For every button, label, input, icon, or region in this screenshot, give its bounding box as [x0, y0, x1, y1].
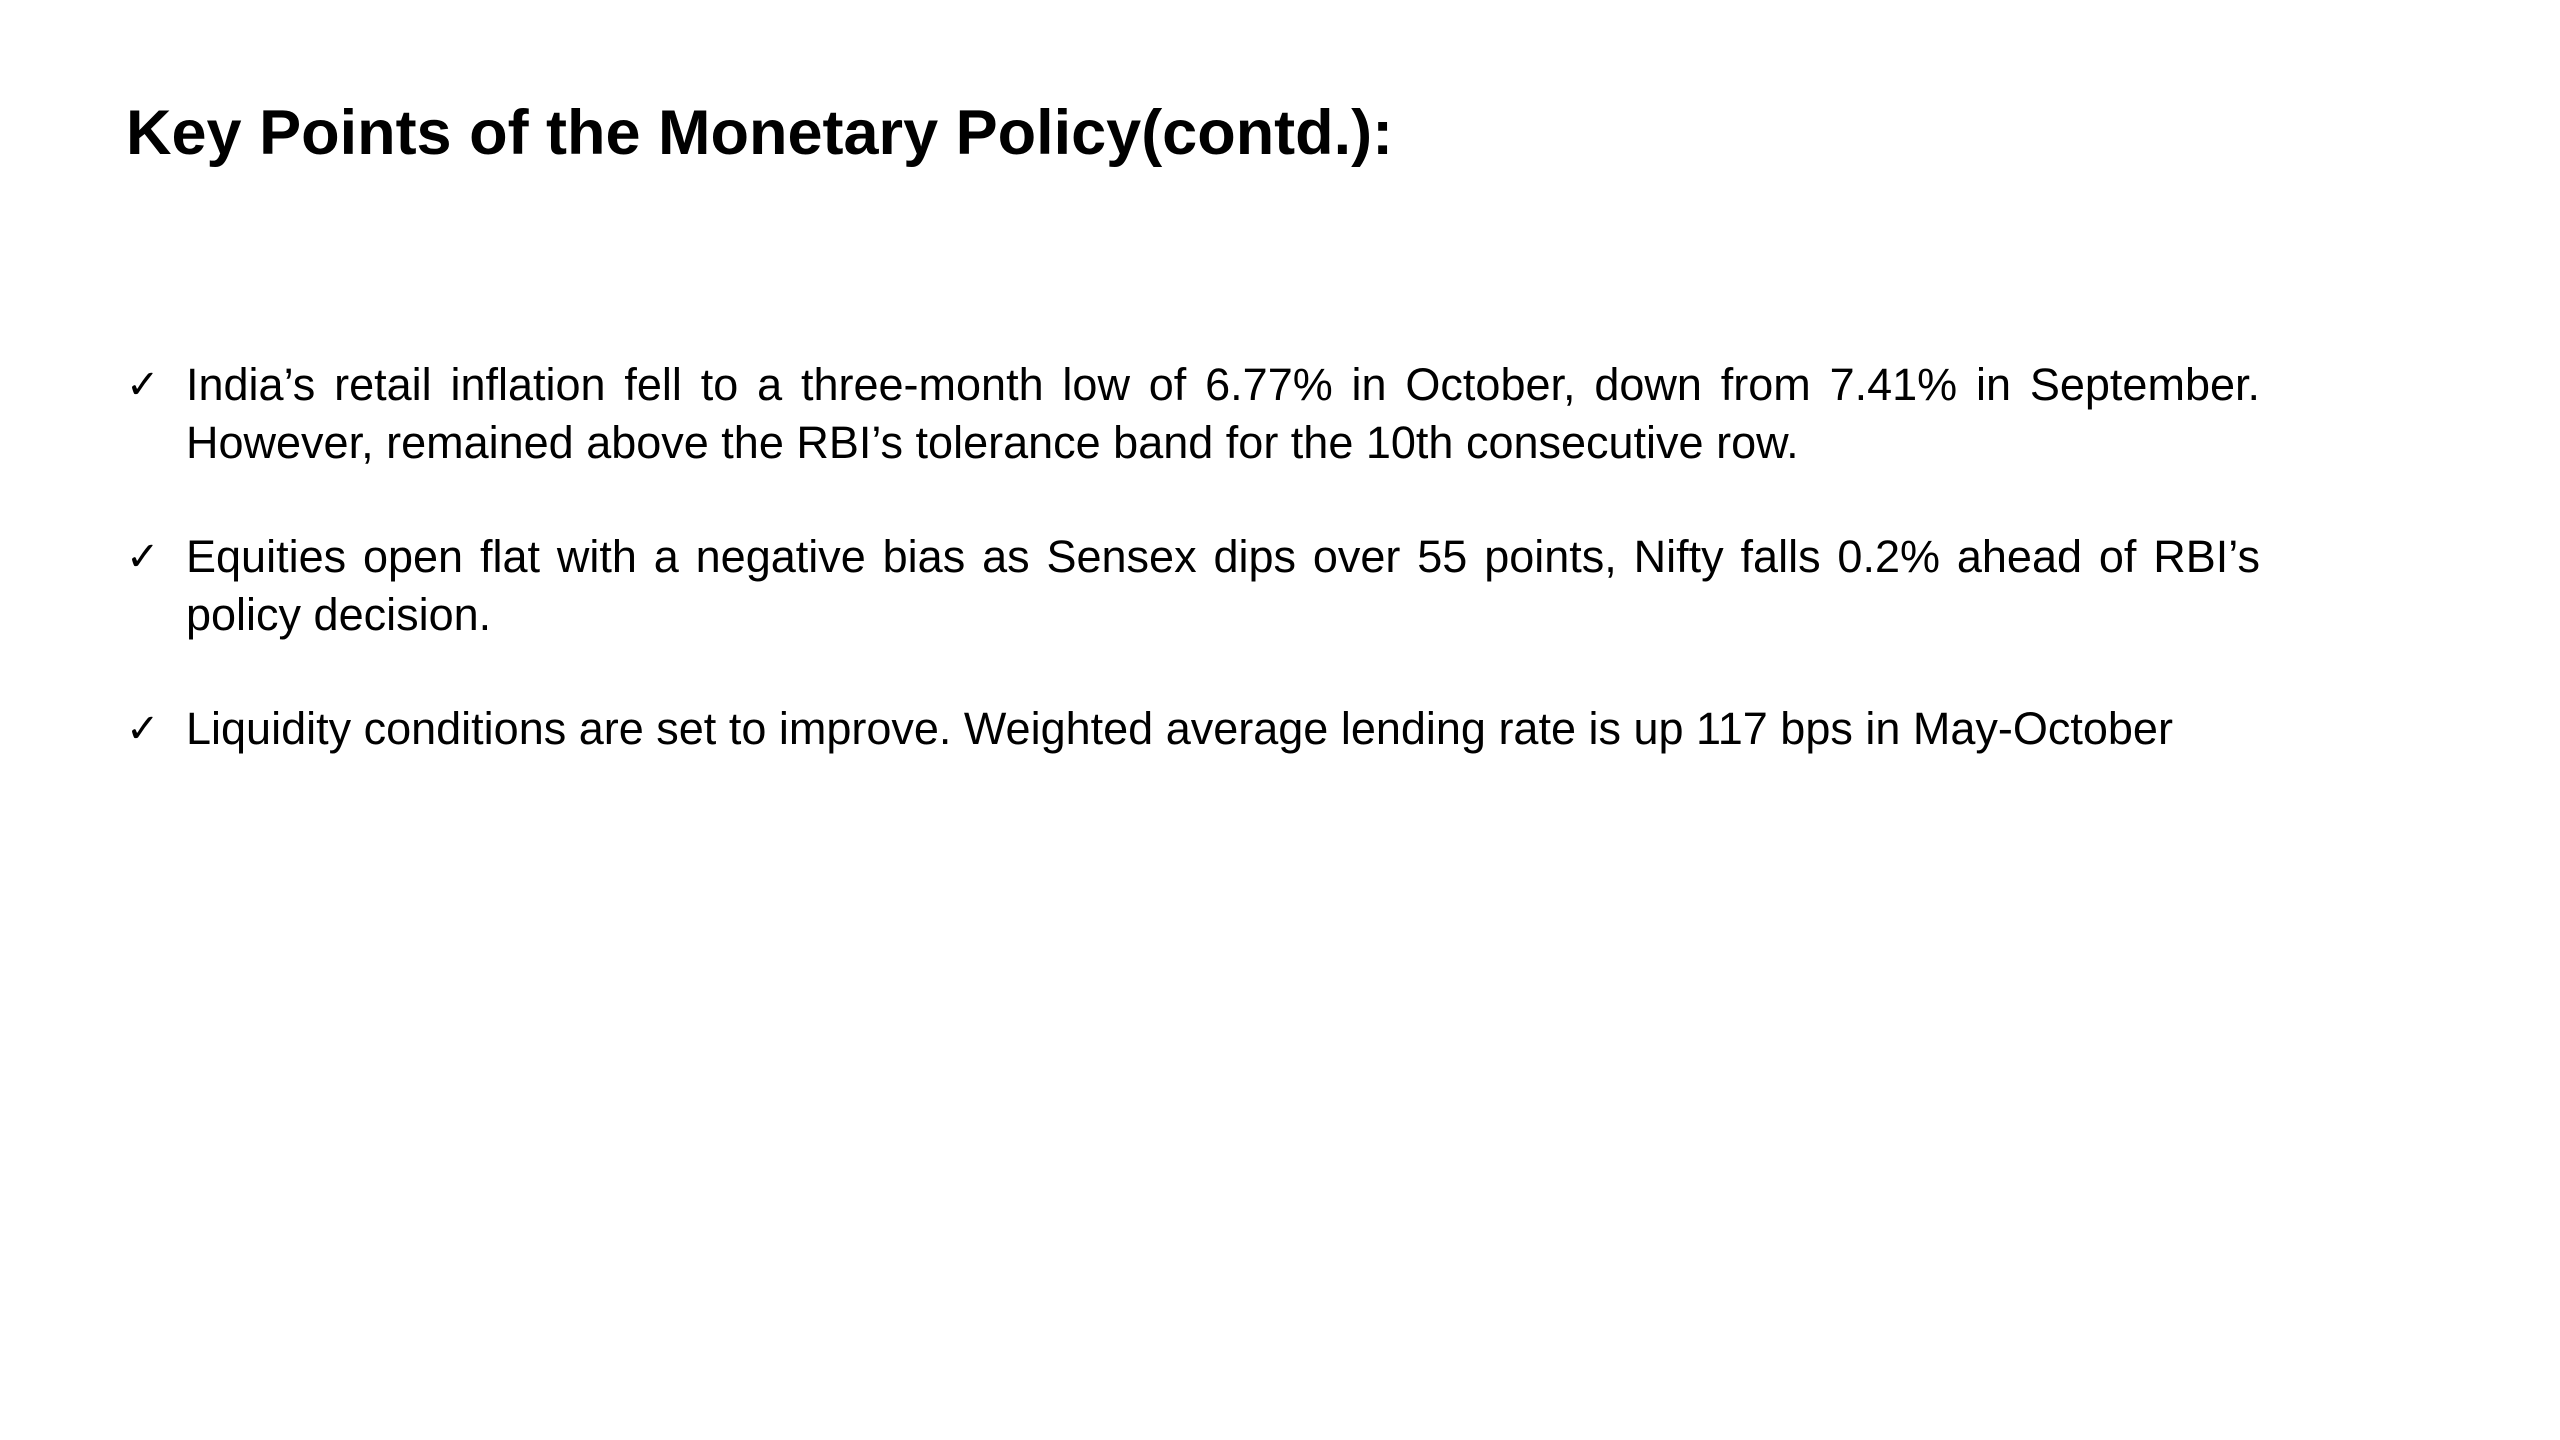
bullet-text: Liquidity conditions are set to improve. Weighted average lending rate is up 117 bps in May-October: [186, 703, 2173, 754]
check-icon: ✓: [126, 362, 160, 408]
check-icon: ✓: [126, 534, 160, 580]
check-icon: ✓: [126, 706, 160, 752]
bullet-list: [126, 356, 2260, 814]
bullet-item-equities: [126, 528, 2260, 644]
bullet-item-inflation: [126, 356, 2260, 472]
bullet-text: Equities open flat with a negative bias as Sensex dips over 55 points, Nifty falls 0.2% ahead of RBI’s policy decision.: [186, 531, 2260, 640]
slide-title: Key Points of the Monetary Policy(contd.):: [126, 98, 1394, 168]
bullet-text: India’s retail inflation fell to a three-month low of 6.77% in October, down from 7.41% in September. However, remained above the RBI’s tolerance band for the 10th consecutive row.: [186, 359, 2260, 468]
bullet-item-liquidity: [126, 700, 2260, 758]
